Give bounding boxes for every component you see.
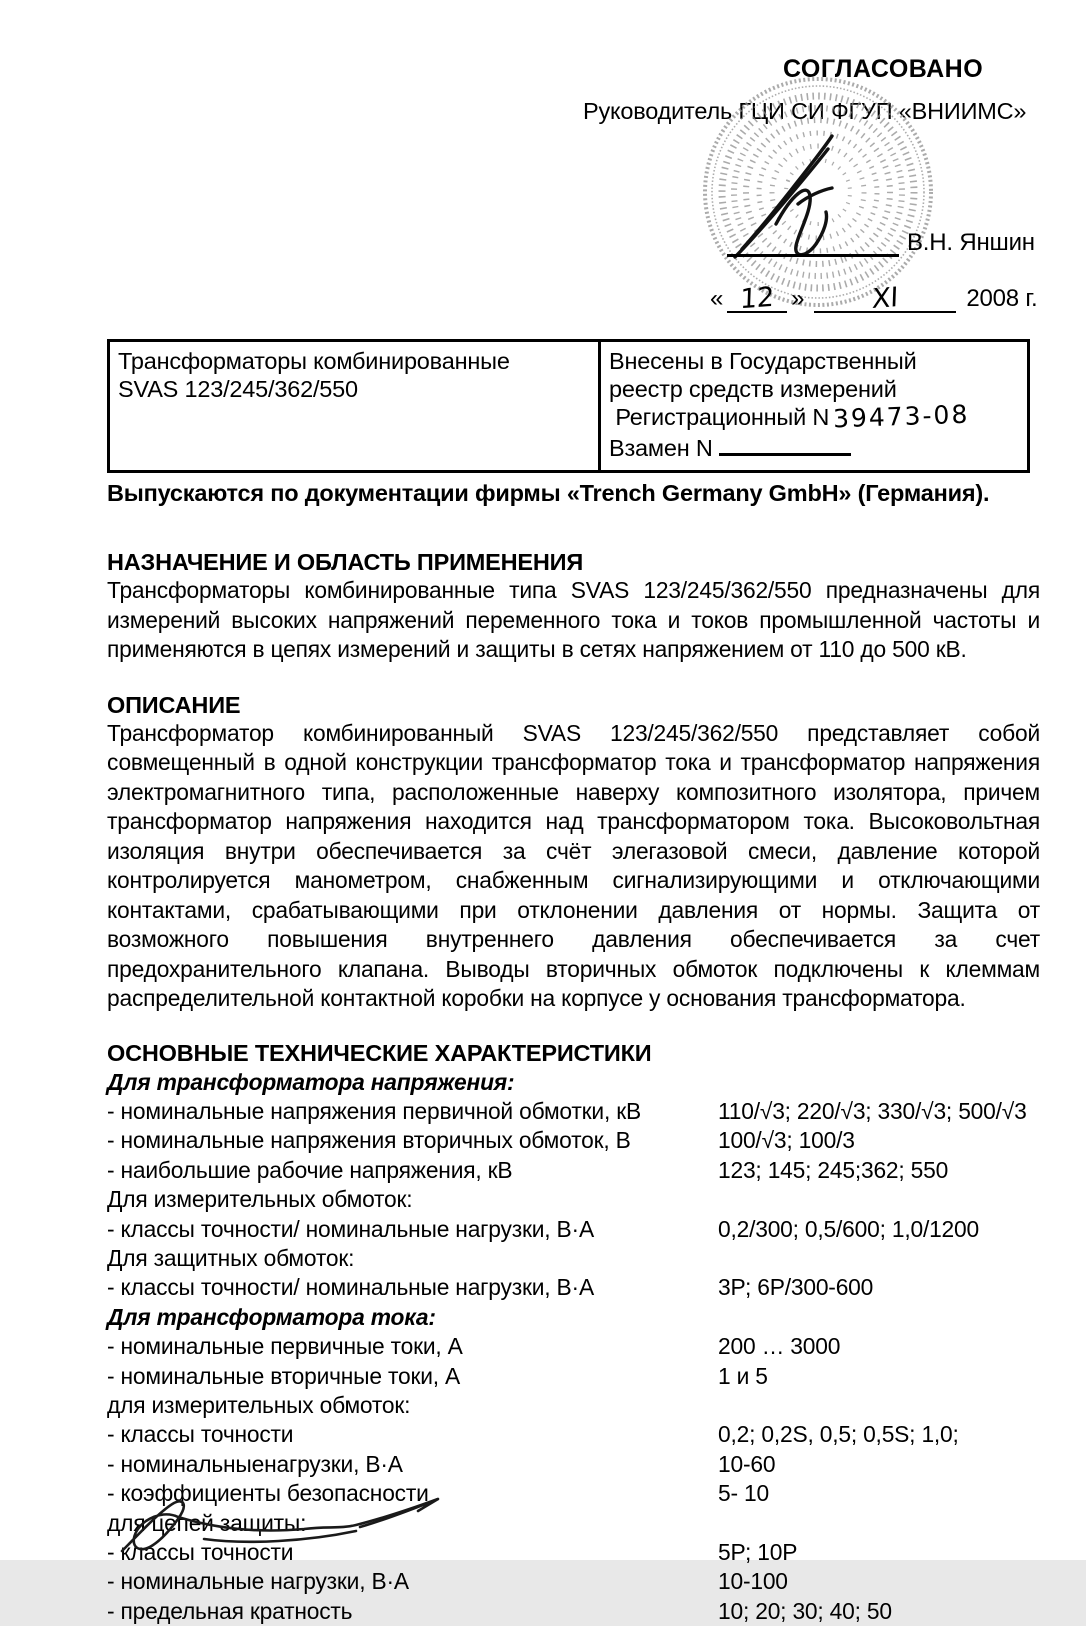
spec-value: 0,2; 0,2S, 0,5; 0,5S; 1,0; bbox=[718, 1420, 1040, 1449]
spec-label: - классы точности/ номинальные нагрузки, В·А bbox=[107, 1273, 718, 1302]
spec-value: 10-60 bbox=[718, 1450, 1040, 1479]
spec-value: 200 … 3000 bbox=[718, 1332, 1040, 1361]
spec-row bbox=[107, 1156, 1040, 1185]
spec-row bbox=[107, 1126, 1040, 1155]
spec-label: для измерительных обмоток: bbox=[107, 1391, 718, 1420]
product-name-cell bbox=[109, 341, 600, 472]
approver-name: В.Н. Яншин bbox=[907, 229, 1035, 257]
spec-value: 1 и 5 bbox=[718, 1362, 1040, 1391]
spec-value: 123; 145; 245;362; 550 bbox=[718, 1156, 1040, 1185]
replaces-label: Взамен N bbox=[609, 435, 713, 461]
date-month: XI bbox=[872, 282, 899, 315]
spec-row bbox=[107, 1215, 1040, 1244]
spec-label: - предельная кратность bbox=[107, 1597, 718, 1626]
spec-row bbox=[107, 1068, 1040, 1097]
bottom-signature-icon bbox=[108, 1489, 448, 1561]
date-day-blank bbox=[727, 283, 787, 313]
spec-value bbox=[718, 1303, 1040, 1332]
spec-row bbox=[107, 1567, 1040, 1596]
section-specs-title: ОСНОВНЫЕ ТЕХНИЧЕСКИЕ ХАРАКТЕРИСТИКИ bbox=[107, 1040, 1040, 1067]
spec-row bbox=[107, 1420, 1040, 1449]
date-month-blank bbox=[814, 283, 956, 313]
signature-line bbox=[727, 228, 899, 257]
document-body bbox=[107, 339, 1040, 1626]
spec-row bbox=[107, 1450, 1040, 1479]
spec-label: Для защитных обмоток: bbox=[107, 1244, 718, 1273]
manufacturer-note: Выпускаются по документации фирмы «Trench Germany GmbH» (Германия). bbox=[107, 480, 1040, 507]
spec-value: 10; 20; 30; 40; 50 bbox=[718, 1597, 1040, 1626]
approval-status: СОГЛАСОВАНО bbox=[783, 55, 983, 84]
date-quote-open: « bbox=[710, 285, 723, 313]
spec-label: - номинальные вторичные токи, А bbox=[107, 1362, 718, 1391]
section-description-body: Трансформатор комбинированный SVAS 123/245/362/550 представляет собой совмещенный в одной конструкции трансформатор тока и трансформатор напряжения электромагнитного типа, расположенные наверху композитного изолятора, причем трансформатор напряжения находится над трансформатором тока. Высоковольтная изоляция внутри обеспечивается за счёт элегазовой смеси, давление которой контролируется манометром, снабженным сигнализирующими и отключающими контактами, срабатывающими при отклонении давления от нормы. Защита от возможного повышения внутреннего давления обеспечивается за счет предохранительного клапана. Выводы вторичных обмоток подключены к клеммам распределительной контактной коробки на корпусе у основания трансформатора. bbox=[107, 719, 1040, 1014]
spec-row bbox=[107, 1332, 1040, 1361]
spec-row bbox=[107, 1097, 1040, 1126]
spec-label: - коэффициенты безопасности bbox=[107, 1479, 718, 1508]
registry-cell bbox=[600, 341, 1029, 472]
spec-label: - номинальные напряжения вторичных обмоток, В bbox=[107, 1126, 718, 1155]
spec-row bbox=[107, 1244, 1040, 1273]
spec-value: 0,2/300; 0,5/600; 1,0/1200 bbox=[718, 1215, 1040, 1244]
spec-row bbox=[107, 1391, 1040, 1420]
spec-label: - классы точности bbox=[107, 1538, 718, 1567]
spec-label: - наибольшие рабочие напряжения, кВ bbox=[107, 1156, 718, 1185]
spec-value: 100/√3; 100/3 bbox=[718, 1126, 1040, 1155]
registry-line2: реестр средств измерений bbox=[609, 375, 1019, 403]
spec-label: Для трансформатора напряжения: bbox=[107, 1068, 718, 1097]
spec-value bbox=[718, 1244, 1040, 1273]
registry-line4 bbox=[609, 431, 1019, 462]
registry-line1: Внесены в Государственный bbox=[609, 347, 1019, 375]
approver-signature-row bbox=[727, 228, 1035, 257]
section-description-title: ОПИСАНИЕ bbox=[107, 692, 1040, 719]
approval-date bbox=[710, 283, 1037, 313]
date-quote-close: » bbox=[791, 285, 804, 313]
spec-value bbox=[718, 1509, 1040, 1538]
date-day: 12 bbox=[740, 282, 775, 316]
spec-value: 3Р; 6Р/300-600 bbox=[718, 1273, 1040, 1302]
spec-label: - классы точности/ номинальные нагрузки, В·А bbox=[107, 1215, 718, 1244]
spec-label: - номинальные нагрузки, В·А bbox=[107, 1567, 718, 1596]
spec-label: - номинальные напряжения первичной обмотки, кВ bbox=[107, 1097, 718, 1126]
spec-row bbox=[107, 1597, 1040, 1626]
spec-label: - классы точности bbox=[107, 1420, 718, 1449]
spec-row bbox=[107, 1362, 1040, 1391]
spec-value: 5Р; 10Р bbox=[718, 1538, 1040, 1567]
registry-line3 bbox=[609, 403, 1019, 431]
spec-value: 10-100 bbox=[718, 1567, 1040, 1596]
spec-value: 5- 10 bbox=[718, 1479, 1040, 1508]
registry-table bbox=[107, 339, 1030, 473]
spec-value bbox=[718, 1391, 1040, 1420]
replaces-blank bbox=[719, 431, 851, 456]
spec-label: Для трансформатора тока: bbox=[107, 1303, 718, 1332]
spec-label: для цепей защиты: bbox=[107, 1509, 718, 1538]
date-year: 2008 г. bbox=[966, 285, 1037, 313]
spec-label: Для измерительных обмоток: bbox=[107, 1185, 718, 1214]
section-purpose-body: Трансформаторы комбинированные типа SVAS 123/245/362/550 предназначены для измерений высоких напряжений переменного тока и токов промышленной частоты и применяются в цепях измерений и защиты в сетях напряжением от 110 до 500 кВ. bbox=[107, 576, 1040, 665]
spec-value bbox=[718, 1185, 1040, 1214]
section-purpose-title: НАЗНАЧЕНИЕ И ОБЛАСТЬ ПРИМЕНЕНИЯ bbox=[107, 549, 1040, 576]
spec-row bbox=[107, 1185, 1040, 1214]
registration-number-value: 39473-08 bbox=[833, 401, 970, 434]
spec-row bbox=[107, 1303, 1040, 1332]
product-name-line1: Трансформаторы комбинированные bbox=[118, 347, 590, 375]
spec-label: - номинальныенагрузки, В·А bbox=[107, 1450, 718, 1479]
spec-label: - номинальные первичные токи, А bbox=[107, 1332, 718, 1361]
spec-value: 110/√3; 220/√3; 330/√3; 500/√3 bbox=[718, 1097, 1040, 1126]
approver-title: Руководитель ГЦИ СИ ФГУП «ВНИИМС» bbox=[583, 98, 1026, 125]
spec-value bbox=[718, 1068, 1040, 1097]
product-name-line2: SVAS 123/245/362/550 bbox=[118, 375, 590, 403]
approval-stamp-icon bbox=[680, 74, 956, 312]
spec-row bbox=[107, 1273, 1040, 1302]
registration-number-label: Регистрационный N bbox=[615, 404, 829, 430]
